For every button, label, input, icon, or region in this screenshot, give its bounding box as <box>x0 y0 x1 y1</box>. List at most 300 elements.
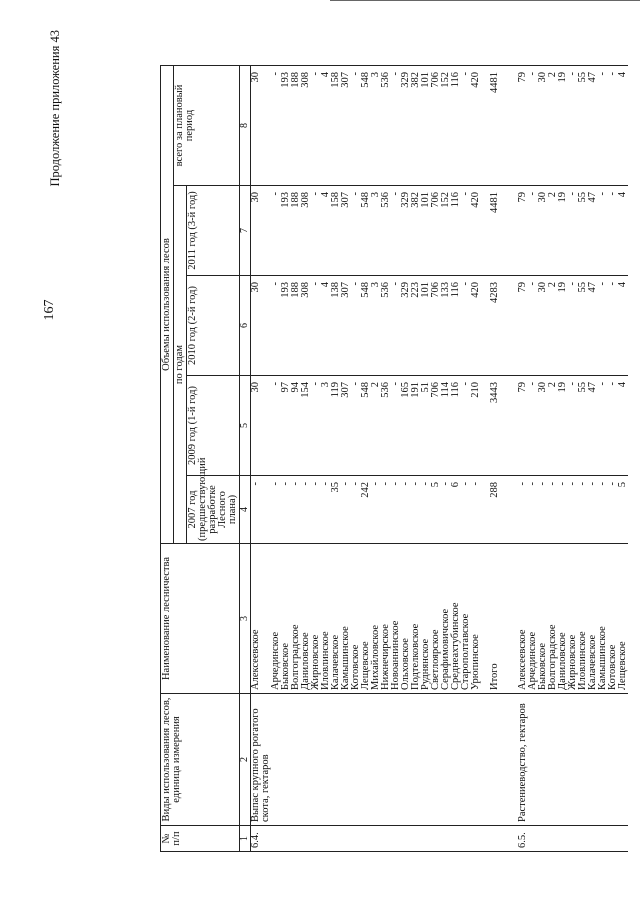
col-2010-header: 2010 год (2-й год) <box>187 276 240 376</box>
value-2009-cell: 706 <box>431 376 441 476</box>
table-row <box>558 66 568 852</box>
usage-cell <box>401 694 411 826</box>
usage-cell <box>598 694 608 826</box>
value-2010-cell: 101 <box>421 276 431 376</box>
value-2010-cell: 548 <box>361 276 371 376</box>
value-2011-cell: - <box>598 186 608 276</box>
value-2009-cell: 3 <box>321 376 331 476</box>
value-total-cell: - <box>528 66 538 186</box>
value-2009-cell: 114 <box>441 376 451 476</box>
forestry-name-cell: Котовское <box>608 544 618 694</box>
forestry-name-cell: Иловлинское <box>578 544 588 694</box>
value-total-cell: 193 <box>281 66 291 186</box>
value-total-cell: 307 <box>341 66 351 186</box>
section-number-cell <box>281 826 291 852</box>
value-2011-cell: - <box>391 186 401 276</box>
value-total-cell: 79 <box>518 66 528 186</box>
usage-cell <box>301 694 311 826</box>
value-2009-cell: 97 <box>281 376 291 476</box>
spacer-cell <box>500 826 509 852</box>
value-total-cell: - <box>391 66 401 186</box>
value-2009-cell: 116 <box>451 376 461 476</box>
value-2009-cell: 165 <box>401 376 411 476</box>
usage-cell <box>351 694 361 826</box>
table-row <box>471 66 481 852</box>
value-2007-cell: - <box>341 476 351 544</box>
forestry-name-cell: Калачевское <box>331 544 341 694</box>
value-total-cell: 706 <box>431 66 441 186</box>
value-total-cell: 19 <box>558 66 568 186</box>
value-2011-cell: 329 <box>401 186 411 276</box>
value-2007-cell: - <box>281 476 291 544</box>
value-total-cell: 188 <box>291 66 301 186</box>
forestry-name-cell: Михайловское <box>371 544 381 694</box>
value-2011-cell: 4 <box>618 186 628 276</box>
forestry-name-cell: Даниловское <box>301 544 311 694</box>
value-2007-cell: - <box>528 476 538 544</box>
value-2010-cell: - <box>598 276 608 376</box>
usage-cell <box>578 694 588 826</box>
value-total-cell: 47 <box>588 66 598 186</box>
value-2010-cell: 329 <box>401 276 411 376</box>
value-2011-cell: 19 <box>558 186 568 276</box>
value-2011-cell: - <box>568 186 578 276</box>
value-2010-cell: - <box>461 276 471 376</box>
forestry-name-cell: Серафимовичское <box>441 544 451 694</box>
value-2011-cell: 101 <box>421 186 431 276</box>
table-row <box>251 66 272 852</box>
usage-cell <box>608 694 618 826</box>
usage-cell <box>311 694 321 826</box>
value-2009-cell: - <box>461 376 471 476</box>
table-row <box>608 66 618 852</box>
table-row <box>421 66 431 852</box>
forestry-name-cell: Руднянское <box>421 544 431 694</box>
value-2011-cell: 30 <box>251 186 272 276</box>
value-2007-cell: - <box>291 476 301 544</box>
value-2009-cell: 30 <box>538 376 548 476</box>
section-number-cell <box>421 826 431 852</box>
section-number-cell <box>558 826 568 852</box>
value-2010-cell: 133 <box>441 276 451 376</box>
continuation-title: Продолжение приложения 43 <box>48 30 62 187</box>
value-total-cell: 536 <box>381 66 391 186</box>
spacer-cell <box>500 276 509 376</box>
value-total-cell: 116 <box>451 66 461 186</box>
forestry-name-cell: Иловлинское <box>321 544 331 694</box>
value-2009-cell: 154 <box>301 376 311 476</box>
value-2009-cell: - <box>528 376 538 476</box>
value-2011-cell: 2 <box>548 186 558 276</box>
table-row <box>301 66 311 852</box>
value-2011-cell: 79 <box>518 186 528 276</box>
total-2011-cell: 4481 <box>490 186 500 276</box>
value-2009-cell: 2 <box>371 376 381 476</box>
rotated-table-container <box>160 66 636 852</box>
value-total-cell: - <box>311 66 321 186</box>
spacer-cell <box>500 694 509 826</box>
value-2010-cell: 307 <box>341 276 351 376</box>
value-total-cell: 308 <box>301 66 311 186</box>
table-row <box>281 66 291 852</box>
table-row <box>411 66 421 852</box>
table-row <box>341 66 351 852</box>
forestry-name-cell: Камышинское <box>598 544 608 694</box>
section-number-cell <box>311 826 321 852</box>
value-2007-cell: - <box>548 476 558 544</box>
value-2009-cell: 30 <box>251 376 272 476</box>
value-2009-cell: 191 <box>411 376 421 476</box>
value-2011-cell: 420 <box>471 186 481 276</box>
usage-cell <box>490 694 500 826</box>
value-2009-cell: - <box>311 376 321 476</box>
value-2007-cell: - <box>568 476 578 544</box>
usage-cell <box>411 694 421 826</box>
value-2011-cell: - <box>528 186 538 276</box>
table-row <box>431 66 441 852</box>
col-2011-header: 2011 год (3-й год) <box>187 186 240 276</box>
section-number-cell <box>471 826 481 852</box>
column-number-cell: 1 <box>240 826 251 852</box>
value-2007-cell: - <box>301 476 311 544</box>
usage-cell <box>281 694 291 826</box>
section-number-cell: 6.4. <box>251 826 272 852</box>
value-2007-cell: - <box>381 476 391 544</box>
value-2007-cell: - <box>391 476 401 544</box>
value-2009-cell: 548 <box>361 376 371 476</box>
value-2011-cell: 193 <box>281 186 291 276</box>
usage-cell <box>461 694 471 826</box>
total-label-cell: Итого <box>490 544 500 694</box>
value-2009-cell: 19 <box>558 376 568 476</box>
value-2010-cell: 47 <box>588 276 598 376</box>
section-number-cell <box>391 826 401 852</box>
section-number-cell <box>618 826 628 852</box>
value-2010-cell: 30 <box>251 276 272 376</box>
value-2010-cell: - <box>608 276 618 376</box>
section-number-cell <box>588 826 598 852</box>
value-2007-cell: - <box>558 476 568 544</box>
value-2007-cell: 6 <box>451 476 461 544</box>
header-rule <box>330 0 640 1</box>
column-number-cell: 7 <box>240 186 251 276</box>
table-row <box>538 66 548 852</box>
usage-cell <box>361 694 371 826</box>
section-number-cell <box>568 826 578 852</box>
value-2010-cell: 30 <box>538 276 548 376</box>
table-row <box>441 66 451 852</box>
value-2007-cell: 5 <box>618 476 628 544</box>
value-2007-cell: 242 <box>361 476 371 544</box>
value-2011-cell: - <box>271 186 281 276</box>
value-total-cell: 548 <box>361 66 371 186</box>
forestry-name-cell: Жирновское <box>311 544 321 694</box>
value-2007-cell: - <box>518 476 528 544</box>
usage-cell <box>331 694 341 826</box>
section-number-cell <box>461 826 471 852</box>
table-row <box>371 66 381 852</box>
value-2010-cell: 706 <box>431 276 441 376</box>
forestry-name-cell: Арчединское <box>528 544 538 694</box>
total-2010-cell: 4283 <box>490 276 500 376</box>
value-total-cell: 30 <box>538 66 548 186</box>
table-body <box>251 66 629 852</box>
section-number-cell <box>341 826 351 852</box>
usage-cell <box>528 694 538 826</box>
total-row <box>490 66 500 852</box>
value-2007-cell: - <box>421 476 431 544</box>
usage-cell <box>471 694 481 826</box>
spacer-cell <box>481 826 490 852</box>
value-2010-cell: - <box>568 276 578 376</box>
table-row <box>391 66 401 852</box>
section-number-cell <box>441 826 451 852</box>
usage-cell <box>291 694 301 826</box>
value-2009-cell: 2 <box>548 376 558 476</box>
section-number-cell <box>291 826 301 852</box>
table-row <box>518 66 528 852</box>
group-header: Объемы использования лесов <box>161 66 174 544</box>
value-2010-cell: - <box>311 276 321 376</box>
value-2011-cell: 152 <box>441 186 451 276</box>
value-2010-cell: 193 <box>281 276 291 376</box>
table-row <box>401 66 411 852</box>
forestry-name-cell: Камышинское <box>341 544 351 694</box>
section-number-cell <box>361 826 371 852</box>
page-number: 167 <box>42 299 57 321</box>
table-row <box>361 66 371 852</box>
forestry-name-cell: Калачевское <box>588 544 598 694</box>
table-row <box>568 66 578 852</box>
value-total-cell: - <box>608 66 618 186</box>
table-row <box>598 66 608 852</box>
forestry-name-cell: Светлоярское <box>431 544 441 694</box>
value-2007-cell: - <box>351 476 361 544</box>
value-2009-cell: 210 <box>471 376 481 476</box>
forestry-name-cell: Нижнечирское <box>381 544 391 694</box>
usage-cell <box>421 694 431 826</box>
value-2010-cell: - <box>391 276 401 376</box>
spacer-row <box>500 66 509 852</box>
section-number-cell: 6.5. <box>518 826 528 852</box>
section-number-cell <box>331 826 341 852</box>
value-2009-cell: 55 <box>578 376 588 476</box>
usage-cell <box>538 694 548 826</box>
forestry-name-cell: Алексеевское <box>251 544 272 694</box>
section-number-cell <box>351 826 361 852</box>
section-number-cell <box>578 826 588 852</box>
value-2009-cell: 51 <box>421 376 431 476</box>
section-number-cell <box>490 826 500 852</box>
by-years-header: по годам <box>174 186 187 544</box>
spacer-cell <box>500 476 509 544</box>
total-2007-cell: 288 <box>490 476 500 544</box>
value-total-cell: 55 <box>578 66 588 186</box>
value-2009-cell: 4 <box>618 376 628 476</box>
value-2009-cell: 119 <box>331 376 341 476</box>
value-2010-cell: 188 <box>291 276 301 376</box>
usage-cell <box>341 694 351 826</box>
forestry-name-cell: Волгоградское <box>548 544 558 694</box>
usage-cell <box>548 694 558 826</box>
table-row <box>291 66 301 852</box>
value-total-cell: 4 <box>321 66 331 186</box>
total-total-cell: 4481 <box>490 66 500 186</box>
col-2009-header: 2009 год (1-й год) <box>187 376 240 476</box>
value-total-cell: 2 <box>548 66 558 186</box>
col-forestry-header: Наименование лесничества <box>161 544 240 694</box>
value-total-cell: - <box>351 66 361 186</box>
section-number-cell <box>451 826 461 852</box>
value-total-cell: 101 <box>421 66 431 186</box>
table-row <box>321 66 331 852</box>
forestry-name-cell: Жирновское <box>568 544 578 694</box>
column-number-cell: 2 <box>240 694 251 826</box>
spacer-cell <box>500 544 509 694</box>
forestry-name-cell: Новоаннинское <box>391 544 401 694</box>
column-number-cell: 8 <box>240 66 251 186</box>
value-total-cell: - <box>568 66 578 186</box>
value-2011-cell: - <box>461 186 471 276</box>
value-2011-cell: - <box>351 186 361 276</box>
forestry-name-cell: Урюпинское <box>471 544 481 694</box>
value-2007-cell: - <box>538 476 548 544</box>
usage-cell <box>371 694 381 826</box>
section-number-cell <box>431 826 441 852</box>
forestry-name-cell: Даниловское <box>558 544 568 694</box>
table-row <box>351 66 361 852</box>
forestry-name-cell: Котовское <box>351 544 361 694</box>
value-2010-cell: 4 <box>321 276 331 376</box>
forestry-name-cell: Арчединское <box>271 544 281 694</box>
section-number-cell <box>371 826 381 852</box>
value-2007-cell: - <box>441 476 451 544</box>
value-2007-cell: - <box>321 476 331 544</box>
table-row <box>461 66 471 852</box>
value-2011-cell: 548 <box>361 186 371 276</box>
value-total-cell: 152 <box>441 66 451 186</box>
usage-cell <box>618 694 628 826</box>
section-number-cell <box>271 826 281 852</box>
forestry-name-cell: Ольховское <box>401 544 411 694</box>
value-2007-cell: - <box>251 476 272 544</box>
value-2011-cell: 188 <box>291 186 301 276</box>
value-2009-cell: 94 <box>291 376 301 476</box>
table-row <box>381 66 391 852</box>
usage-cell <box>558 694 568 826</box>
section-number-cell <box>548 826 558 852</box>
section-number-cell <box>411 826 421 852</box>
value-total-cell: - <box>598 66 608 186</box>
value-2007-cell: - <box>461 476 471 544</box>
value-2010-cell: 420 <box>471 276 481 376</box>
forestry-name-cell: Волгоградское <box>291 544 301 694</box>
forestry-name-cell: Лещевское <box>618 544 628 694</box>
value-total-cell: 329 <box>401 66 411 186</box>
column-number-cell: 6 <box>240 276 251 376</box>
value-2011-cell: - <box>311 186 321 276</box>
value-2010-cell: - <box>528 276 538 376</box>
value-2007-cell: - <box>578 476 588 544</box>
spacer-cell <box>509 66 518 186</box>
value-2007-cell: - <box>311 476 321 544</box>
value-2010-cell: 79 <box>518 276 528 376</box>
section-number-cell <box>301 826 311 852</box>
value-2010-cell: 536 <box>381 276 391 376</box>
value-2011-cell: 30 <box>538 186 548 276</box>
col-2007-header: 2007 год (предшествующий разработке Лесного плана) <box>187 476 240 544</box>
usage-cell: Растениеводство, гектаров <box>518 694 528 826</box>
value-2010-cell: 19 <box>558 276 568 376</box>
usage-cell <box>451 694 461 826</box>
value-2010-cell: 2 <box>548 276 558 376</box>
value-2007-cell: - <box>608 476 618 544</box>
usage-cell <box>391 694 401 826</box>
section-number-cell <box>598 826 608 852</box>
value-2007-cell: 5 <box>431 476 441 544</box>
col-usage-header: Виды использования лесов, единица измерения <box>161 694 240 826</box>
usage-cell <box>431 694 441 826</box>
col-number-header: № п/п <box>161 826 240 852</box>
forestry-name-cell: Быковское <box>538 544 548 694</box>
table-row <box>548 66 558 852</box>
value-2007-cell: - <box>411 476 421 544</box>
table-row <box>528 66 538 852</box>
value-2009-cell: 536 <box>381 376 391 476</box>
section-number-cell <box>381 826 391 852</box>
value-2010-cell: 308 <box>301 276 311 376</box>
table-row <box>311 66 321 852</box>
section-number-cell <box>401 826 411 852</box>
value-2007-cell: - <box>401 476 411 544</box>
value-2009-cell: - <box>568 376 578 476</box>
value-2011-cell: 307 <box>341 186 351 276</box>
value-2010-cell: 55 <box>578 276 588 376</box>
value-total-cell: 4 <box>618 66 628 186</box>
value-2010-cell: 138 <box>331 276 341 376</box>
table-row <box>451 66 461 852</box>
value-2009-cell: - <box>351 376 361 476</box>
value-2011-cell: 536 <box>381 186 391 276</box>
value-2009-cell: - <box>271 376 281 476</box>
value-2011-cell: 55 <box>578 186 588 276</box>
usage-cell <box>588 694 598 826</box>
table-row <box>331 66 341 852</box>
value-2009-cell: - <box>608 376 618 476</box>
table-row <box>271 66 281 852</box>
section-number-cell <box>608 826 618 852</box>
column-number-cell: 4 <box>240 476 251 544</box>
table-row <box>588 66 598 852</box>
value-total-cell: 158 <box>331 66 341 186</box>
spacer-cell <box>500 376 509 476</box>
value-2009-cell: - <box>391 376 401 476</box>
spacer-row <box>481 66 490 852</box>
value-2011-cell: 382 <box>411 186 421 276</box>
value-total-cell: - <box>271 66 281 186</box>
value-total-cell: 30 <box>251 66 272 186</box>
value-2011-cell: 158 <box>331 186 341 276</box>
value-2011-cell: - <box>608 186 618 276</box>
spacer-cell <box>509 476 518 544</box>
spacer-cell <box>481 694 490 826</box>
col-total-period-header: всего за плановый период <box>174 66 240 186</box>
value-2010-cell: 223 <box>411 276 421 376</box>
usage-cell <box>381 694 391 826</box>
usage-cell <box>321 694 331 826</box>
value-2010-cell: 4 <box>618 276 628 376</box>
value-2011-cell: 308 <box>301 186 311 276</box>
